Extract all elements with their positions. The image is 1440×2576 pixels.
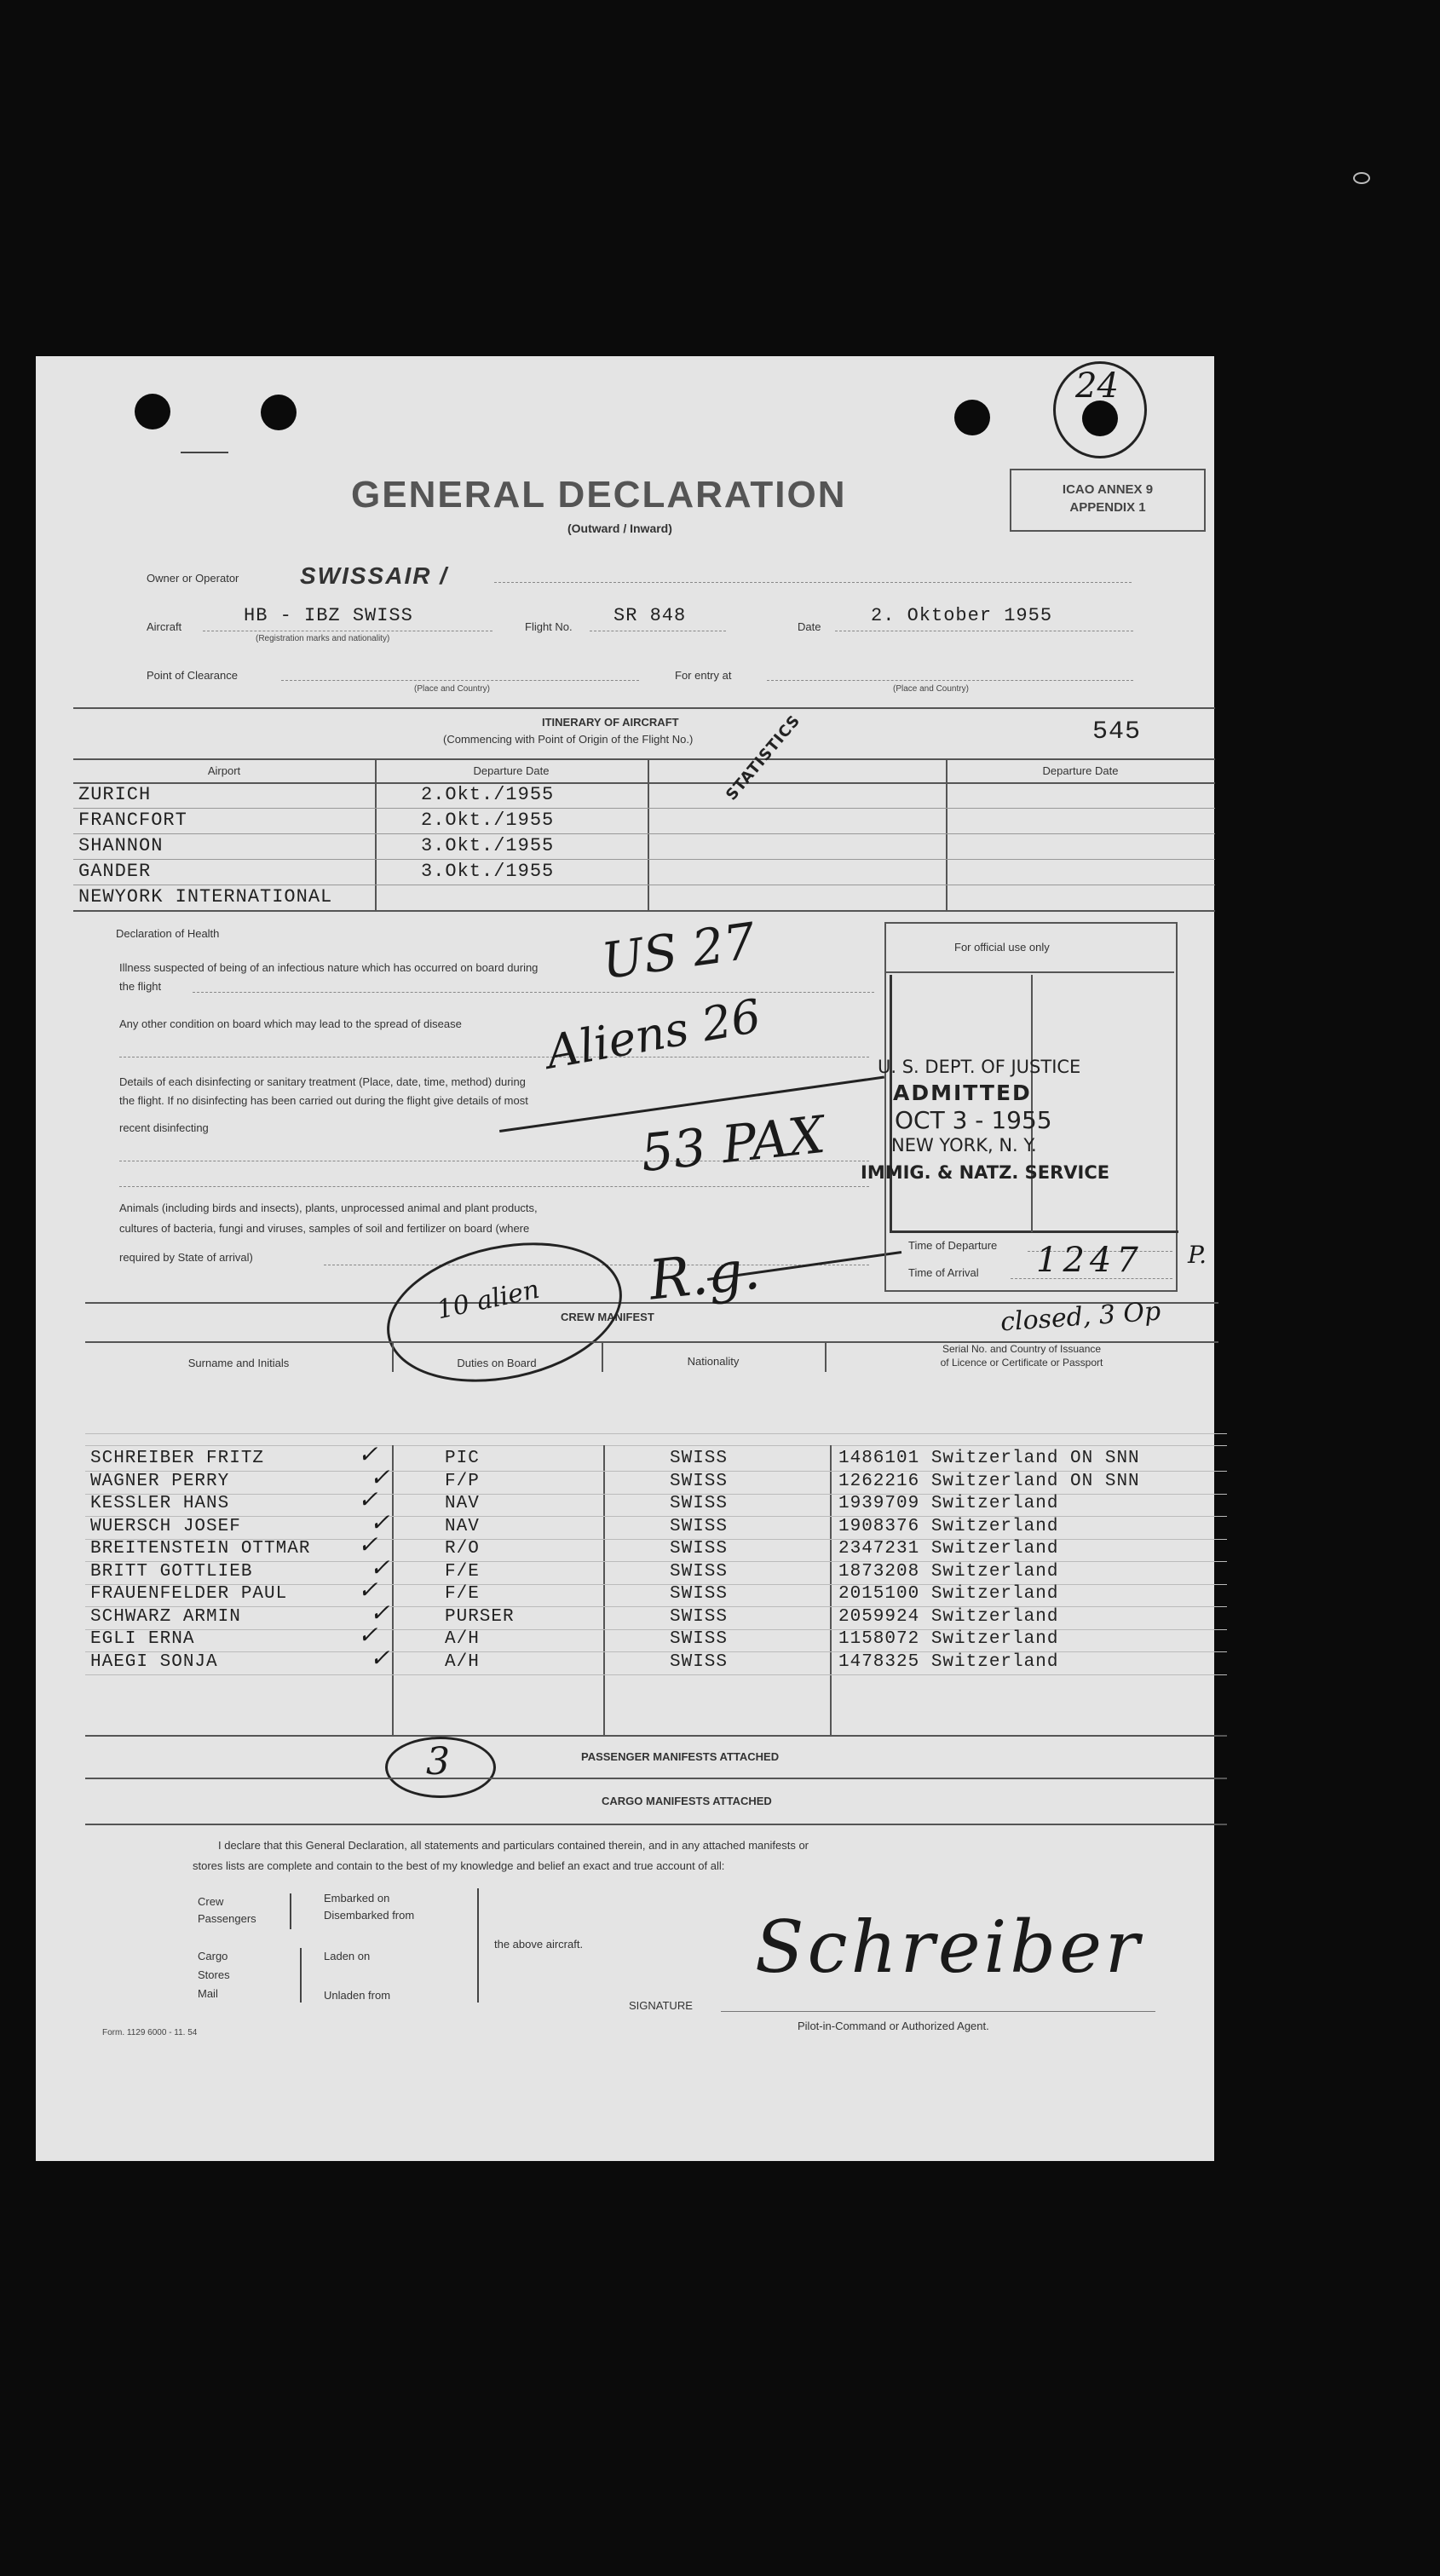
entry-label: For entry at [675,669,732,682]
date-label: Date [798,620,821,633]
stamp-city: NEW YORK, N. Y. [891,1135,1037,1155]
itinerary-head-rule [73,782,1215,784]
col-airport: Airport [207,764,241,777]
bracket [472,1888,479,2003]
crew-word: Crew [198,1895,224,1908]
crew-serial: 2015100 Switzerland [838,1584,1059,1604]
itinerary-airport: SHANNON [78,835,164,856]
itinerary-col-divider [648,758,649,910]
crew-bottom-rule [85,1735,1227,1737]
departure-time-label: Time of Departure [908,1239,998,1252]
col-serial-1: Serial No. and Country of Issuance [942,1343,1102,1355]
stores-word: Stores [198,1968,230,1981]
entry-line [767,680,1133,681]
signature-line [721,2011,1155,2012]
aircraft-label: Aircraft [147,620,182,633]
unladen-word: Unladen from [324,1989,391,2002]
check-mark: ✓ [358,1530,378,1559]
official-title: For official use only [954,941,1050,954]
col-departure: Departure Date [473,764,550,777]
owner-value: SWISSAIR / [300,562,449,589]
crew-nationality: SWISS [670,1606,729,1627]
health-q3b: the flight. If no disinfecting has been carried out during the flight give details of most [119,1094,528,1107]
form-number: Form. 1129 6000 - 11. 54 [102,2028,198,2037]
stamp-service: IMMIG. & NATZ. SERVICE [861,1162,1110,1183]
crew-serial: 2059924 Switzerland [838,1606,1059,1627]
check-mark: ✓ [370,1643,390,1672]
crew-duty: PURSER [445,1606,515,1627]
crew-nationality: SWISS [670,1561,729,1582]
dash-mark [181,452,228,453]
crew-duty: F/E [445,1584,480,1604]
handwritten-aliens-circle: 10 alien [434,1274,543,1326]
itinerary-row-line [73,859,1215,860]
health-q4b: cultures of bacteria, fungi and viruses, samples of soil and fertilizer on board (where [119,1222,530,1235]
crew-name: KESSLER HANS [90,1494,230,1513]
signature-label: SIGNATURE [629,1999,693,2012]
itinerary-subtitle: (Commencing with Point of Origin of the Flight No.) [443,733,694,746]
declaration-line2: stores lists are complete and contain to the best of my knowledge and belief an exact and true account of all: [193,1859,725,1872]
check-mark: ✓ [370,1553,390,1582]
stray-mark [1353,172,1370,184]
arrival-time-value: 1247 [1036,1241,1143,1280]
crew-duty: NAV [445,1516,480,1536]
crew-nationality: SWISS [670,1516,729,1536]
icao-box [1010,469,1206,532]
col-departure-2: Departure Date [1042,764,1119,777]
aircraft-note: (Registration marks and nationality) [256,634,390,643]
crew-serial: 1486101 Switzerland ON SNN [838,1449,1140,1468]
crew-nationality: SWISS [670,1539,729,1559]
bracket [300,1948,307,2003]
col-serial-2: of Licence or Certificate or Passport [940,1357,1103,1369]
above-aircraft: the above aircraft. [494,1938,584,1951]
page-mark: 24 [1075,366,1119,406]
bracket [290,1893,297,1929]
crew-serial: 1158072 Switzerland [838,1629,1059,1649]
crew-nationality: SWISS [670,1494,729,1513]
clearance-note: (Place and Country) [414,684,490,694]
health-title: Declaration of Health [116,927,220,940]
col-name: Surname and Initials [187,1357,290,1369]
crew-duty: F/P [445,1471,480,1491]
arrival-time-suffix: P. [1188,1241,1207,1269]
crew-duty: F/E [445,1561,480,1582]
crew-serial: 2347231 Switzerland [838,1539,1059,1559]
passengers-word: Passengers [198,1912,256,1925]
check-mark: ✓ [358,1485,378,1513]
crew-name: SCHREIBER FRITZ [90,1449,265,1468]
col-duties: Duties on Board [457,1357,537,1369]
handwritten-initials: R.g. [646,1238,763,1313]
crew-nationality: SWISS [670,1629,729,1649]
itinerary-airport: NEWYORK INTERNATIONAL [78,886,333,908]
icao-line1: ICAO ANNEX 9 [1062,482,1154,497]
crew-name: HAEGI SONJA [90,1651,218,1672]
flight-label: Flight No. [525,620,573,633]
cargo-word: Cargo [198,1950,228,1962]
punch-hole [261,395,297,430]
crew-duty: PIC [445,1449,480,1468]
manifest-rule [85,1824,1227,1825]
itinerary-date: 2.Okt./1955 [421,784,555,805]
itinerary-col-divider [946,758,948,910]
signature-value: Schreiber [755,1905,1143,1989]
crew-nationality: SWISS [670,1651,729,1672]
crew-name: SCHWARZ ARMIN [90,1606,241,1627]
health-line [193,992,874,993]
crew-serial: 1262216 Switzerland ON SNN [838,1471,1140,1491]
crew-duty: A/H [445,1629,480,1649]
punch-hole [135,394,170,429]
itinerary-date: 2.Okt./1955 [421,810,555,831]
health-q4c: required by State of arrival) [119,1251,253,1264]
itinerary-airport: ZURICH [78,784,152,805]
health-q1a: Illness suspected of being of an infectious nature which has occurred on board during [119,961,539,974]
check-mark: ✓ [358,1440,378,1468]
itinerary-number: 545 [1092,717,1142,746]
page-title: GENERAL DECLARATION [351,474,847,516]
health-q3c: recent disinfecting [119,1121,209,1134]
crew-serial: 1939709 Switzerland [838,1494,1059,1513]
crew-name: WAGNER PERRY [90,1471,230,1491]
crew-duty: NAV [445,1494,480,1513]
clearance-line [281,680,639,681]
crew-duty: A/H [445,1651,480,1672]
health-q4a: Animals (including birds and insects), plants, unprocessed animal and plant products, [119,1202,538,1214]
health-q1b: the flight [119,980,162,993]
aircraft-value: HB - IBZ SWISS [244,605,413,626]
crew-name: EGLI ERNA [90,1629,195,1649]
health-line [119,1186,869,1187]
handwritten-crew-note: closed, 3 Op [999,1296,1162,1338]
manifest-rule [85,1778,1227,1779]
passenger-manifests: PASSENGER MANIFESTS ATTACHED [581,1750,780,1763]
itinerary-airport: FRANCFORT [78,810,187,831]
clearance-label: Point of Clearance [147,669,238,682]
icao-line2: APPENDIX 1 [1069,500,1146,515]
itinerary-date: 3.Okt./1955 [421,835,555,856]
punch-hole [954,400,990,435]
crew-row-line [85,1674,1227,1675]
cargo-manifests: CARGO MANIFESTS ATTACHED [602,1795,772,1807]
divider [73,707,1215,709]
laden-word: Laden on [324,1950,371,1962]
pilot-label: Pilot-in-Command or Authorized Agent. [798,2020,989,2032]
date-value: 2. Oktober 1955 [871,605,1053,626]
itinerary-row-line [73,808,1215,809]
embarked-word: Embarked on [324,1892,390,1905]
handwritten-us-count: US 27 [598,911,759,991]
crew-name: FRAUENFELDER PAUL [90,1584,288,1604]
itinerary-bottom-rule [73,910,1215,912]
crew-serial: 1873208 Switzerland [838,1561,1059,1582]
check-mark: ✓ [358,1621,378,1649]
crew-name: BRITT GOTTLIEB [90,1561,253,1582]
crew-blank-line [85,1433,1227,1434]
crew-blank-line [85,1445,1227,1446]
crew-serial: 1908376 Switzerland [838,1516,1059,1536]
crew-title: CREW MANIFEST [561,1311,654,1323]
statistics-stamp: STATISTICS [723,712,804,804]
col-nationality: Nationality [687,1355,740,1368]
health-q2: Any other condition on board which may lead to the spread of disease [119,1017,462,1030]
owner-line [494,582,1132,583]
mail-word: Mail [198,1987,218,2000]
crew-name: BREITENSTEIN OTTMAR [90,1539,311,1559]
handwritten-total: 53 PAX [637,1104,828,1184]
check-mark: ✓ [370,1462,390,1491]
stamp-dept: U. S. DEPT. OF JUSTICE [878,1057,1081,1077]
handwritten-aliens-count: Aliens 26 [542,988,765,1080]
official-rule [884,971,1174,973]
check-mark: ✓ [370,1598,390,1627]
crew-serial: 1478325 Switzerland [838,1651,1059,1672]
owner-label: Owner or Operator [147,572,239,585]
crew-nationality: SWISS [670,1449,729,1468]
check-mark: ✓ [358,1576,378,1604]
itinerary-row-line [73,833,1215,834]
itinerary-top-rule [73,758,1215,760]
health-q3a: Details of each disinfecting or sanitary treatment (Place, date, time, method) during [119,1075,526,1088]
itinerary-airport: GANDER [78,861,152,882]
itinerary-col-divider [375,758,377,910]
flight-value: SR 848 [613,605,687,626]
crew-nationality: SWISS [670,1584,729,1604]
crew-name: WUERSCH JOSEF [90,1516,241,1536]
arrival-time-label: Time of Arrival [908,1266,979,1279]
crew-nationality: SWISS [670,1471,729,1491]
crew-col-divider [603,1445,605,1735]
stamp-admitted: ADMITTED [893,1081,1032,1105]
crew-col-divider [392,1445,394,1735]
itinerary-title: ITINERARY OF AIRCRAFT [542,716,679,729]
disembarked-word: Disembarked from [324,1909,415,1922]
itinerary-date: 3.Okt./1955 [421,861,555,882]
declaration-line1: I declare that this General Declaration, all statements and particulars contained therein, and in any attached manifests or [218,1839,809,1852]
entry-note: (Place and Country) [893,684,969,694]
crew-duty: R/O [445,1539,480,1559]
handwritten-passenger-count: 3 [426,1740,450,1784]
check-mark: ✓ [370,1507,390,1536]
page-subtitle: (Outward / Inward) [567,522,672,535]
stamp-date: OCT 3 - 1955 [895,1106,1052,1134]
crew-col-divider [830,1445,832,1735]
